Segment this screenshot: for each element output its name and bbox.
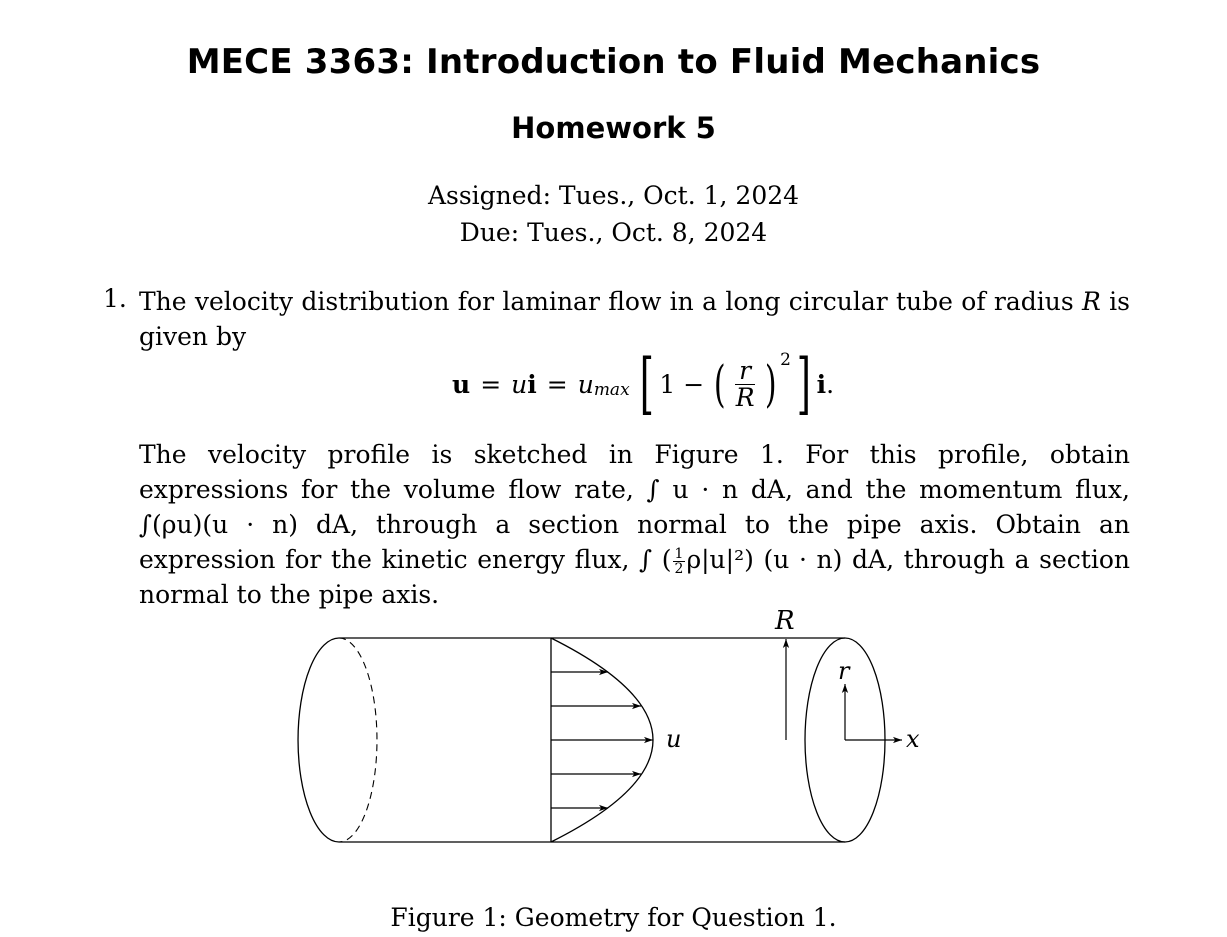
intro-radius-var: R [1082,287,1101,316]
eq-right-paren: ) [764,355,777,413]
pipe-left-end-front [298,638,339,842]
label-x: x [906,725,920,753]
assigned-date: Assigned: Tues., Oct. 1, 2024 [427,181,800,210]
ke-expr-post: ρ|u|²) (u · n) dA [686,545,887,574]
figure-caption: Figure 1: Geometry for Question 1. [390,903,837,932]
label-u: u [666,725,682,753]
eq-right-bracket: ] [796,345,811,422]
instr-part-2: , and the momentum flux, [784,475,1130,504]
label-r: r [838,657,850,685]
intro-text: The velocity distribution for laminar flow in a long circular tube of radius [139,287,1074,316]
eq-lhs: u [452,369,471,399]
eq-umax-sub: max [593,380,630,400]
eq-left-bracket: [ [639,345,654,422]
eq-i: i [527,369,537,399]
eq-frac-num: r [735,358,755,385]
eq-exponent: 2 [780,350,791,370]
eq-left-paren: ( [714,355,726,413]
instr-part-4: , through a section normal to the pipe axis. [139,545,1131,609]
eq-one-minus: 1 − [659,369,705,399]
eq-umax-base: u [577,369,594,399]
eq-equals-2: = [546,369,568,399]
volume-flow-expr: ∫ u · n dA [646,475,785,504]
problem-number: 1. [103,284,127,313]
momentum-flux-expr: ∫(ρu)(u · n) dA [139,510,351,539]
eq-period: . [826,369,835,399]
homework-title: Homework 5 [511,111,716,145]
instr-part-1: The velocity profile is sketched in Figure 1. For this profile, obtain expressions for the volume flow rate, [139,440,1130,504]
eq-frac-den: R [735,382,755,412]
intro-tail: is given by [139,287,1130,351]
eq-equals-1: = [480,369,502,399]
ke-expr-pre: ∫ ( [639,545,672,574]
eq-tail-i: i [816,369,827,399]
instr-part-3: , through a section normal to the pipe axis. Obtain an expression for the kinetic energy flux, [139,510,1130,574]
due-date: Due: Tues., Oct. 8, 2024 [459,218,768,247]
ke-half-num: 1 [674,546,684,562]
pipe-left-end-hidden [339,638,377,842]
course-title: MECE 3363: Introduction to Fluid Mechanics [186,42,1041,82]
ke-half-den: 2 [674,561,684,577]
eq-u: u [511,369,528,399]
label-R: R [775,606,795,636]
